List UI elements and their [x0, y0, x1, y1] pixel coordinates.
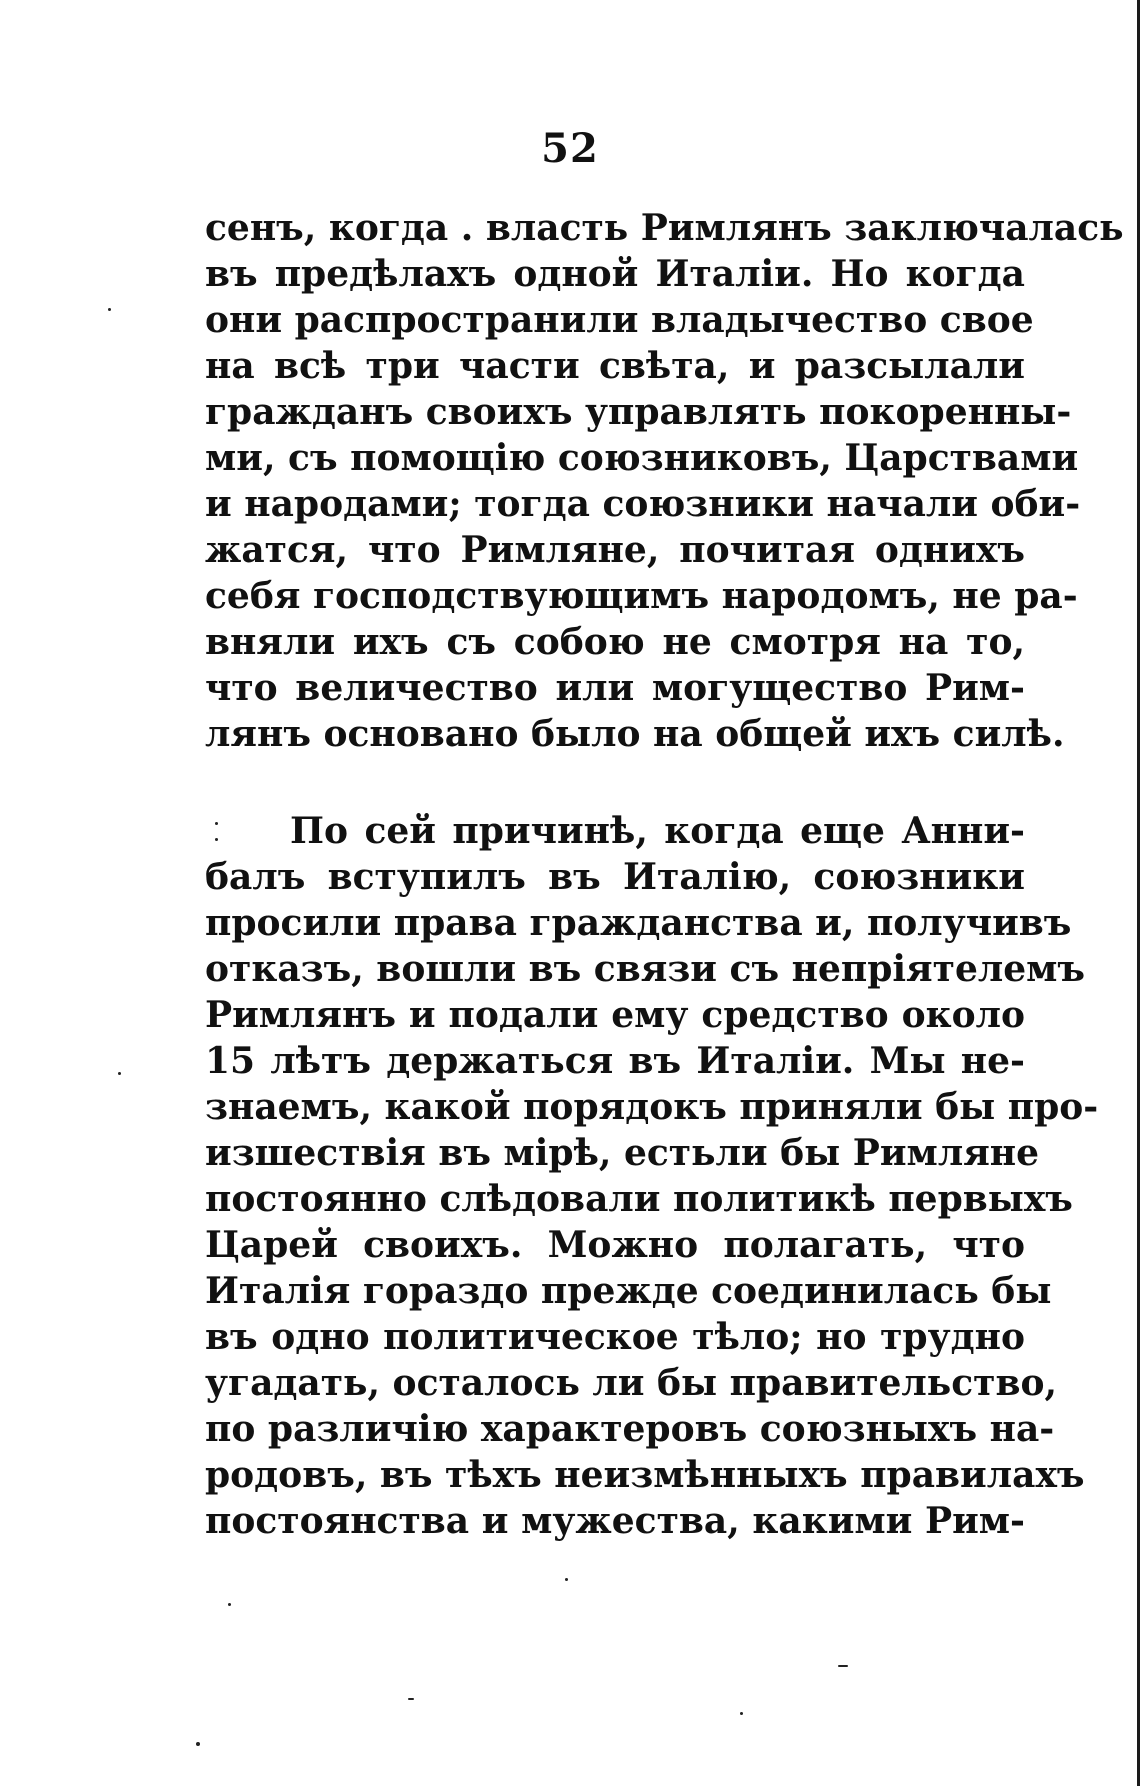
scan-speck [838, 1665, 848, 1667]
text-line: балъ вступилъ въ Италію, союзники [205, 856, 1025, 898]
text-line: что величество или могущество Рим- [205, 667, 1025, 709]
scan-speck [215, 838, 218, 841]
text-line: жатся, что Римляне, почитая однихъ [205, 529, 1025, 571]
text-line: по различію характеровъ союзныхъ на- [205, 1408, 1055, 1450]
text-line: угадать, осталось ли бы правительство, [205, 1362, 1058, 1404]
text-line: просили права гражданства и, получивъ [205, 902, 1072, 944]
text-line: родовъ, въ тѣхъ неизмѣнныхъ правилахъ [205, 1454, 1085, 1496]
text-line: постоянно слѣдовали политикѣ первыхъ [205, 1178, 1073, 1220]
paragraph-2 [205, 808, 1099, 1544]
text-line: изшествія въ мірѣ, естьли бы Римляне [205, 1132, 1040, 1174]
scan-speck [408, 1698, 414, 1700]
scan-speck [118, 1072, 121, 1075]
text-line: лянъ основано было на общей ихъ силѣ. [205, 713, 1065, 755]
scan-speck [565, 1578, 568, 1581]
text-line: они распространили владычество свое [205, 299, 1034, 341]
text-line: вняли ихъ съ собою не смотря на то, [205, 621, 1025, 663]
text-line: на всѣ три части свѣта, и разсылали [205, 345, 1025, 387]
scan-speck [108, 308, 111, 311]
text-line: въ одно политическое тѣло; но трудно [205, 1316, 1025, 1358]
text-line: постоянства и мужества, какими Рим- [205, 1500, 1025, 1542]
text-line: 15 лѣтъ держаться въ Италіи. Мы не- [205, 1040, 1025, 1082]
page-number: 52 [541, 125, 599, 172]
text-line: Римлянъ и подали ему средство около [205, 994, 1025, 1036]
text-line: ми, съ помощію союзниковъ, Царствами [205, 437, 1079, 479]
scan-speck [740, 1712, 743, 1715]
text-line: себя господствующимъ народомъ, не ра- [205, 575, 1078, 617]
scan-speck [228, 1603, 231, 1606]
text-line: отказъ, вошли въ связи съ непріятелемъ [205, 948, 1086, 990]
text-line: гражданъ своихъ управлять покоренны- [205, 391, 1072, 433]
paragraph-1 [205, 205, 1124, 757]
text-line: сенъ, когда . власть Римлянъ заключалась [205, 207, 1124, 249]
text-line: По сей причинѣ, когда еще Анни- [290, 810, 1025, 852]
text-line: и народами; тогда союзники начали оби- [205, 483, 1081, 525]
text-line: Царей своихъ. Можно полагать, что [205, 1224, 1025, 1266]
text-line: знаемъ, какой порядокъ приняли бы про- [205, 1086, 1099, 1128]
text-line: въ предѣлахъ одной Италіи. Но когда [205, 253, 1025, 295]
text-line: Италія гораздо прежде соединилась бы [205, 1270, 1052, 1312]
scan-speck [215, 822, 218, 825]
scan-speck [196, 1742, 200, 1746]
